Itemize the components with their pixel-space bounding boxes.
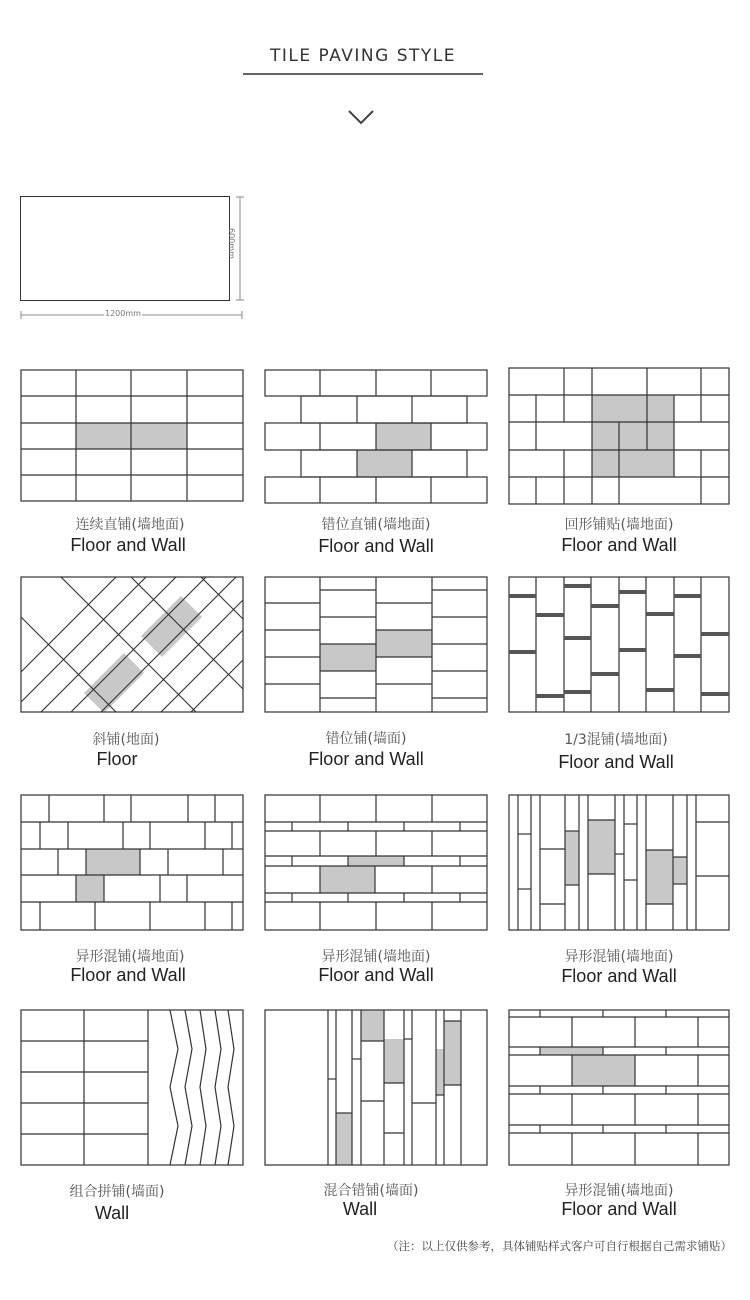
pattern-one-third-diagram	[508, 576, 730, 713]
caption-en: Floor and Wall	[70, 535, 186, 555]
pattern-offset-columns-diagram	[264, 576, 488, 713]
caption-en: Floor and Wall	[308, 749, 424, 769]
caption-cn: 错位直铺(墙地面)	[321, 517, 431, 533]
pattern-offset-straight-diagram	[264, 369, 488, 504]
pattern-mixed-stagger-diagram	[264, 1009, 488, 1166]
caption-en: Floor and Wall	[561, 966, 677, 986]
tile-sample	[20, 196, 230, 301]
caption-cn: 混合错铺(墙面)	[323, 1183, 419, 1199]
caption-en: Floor and Wall	[558, 752, 674, 772]
page-title: TILE PAVING STYLE	[270, 46, 456, 66]
caption-cn: 异形混铺(墙地面)	[564, 949, 674, 965]
pattern-irregular-c-diagram	[508, 794, 730, 931]
caption-en: Floor	[96, 749, 138, 769]
caption-en: Floor and Wall	[561, 535, 677, 555]
pattern-irregular-d-diagram	[508, 1009, 730, 1166]
footer-note: （注：以上仅供参考，具体铺贴样式客户可自行根据自己需求铺贴）	[387, 1239, 732, 1253]
caption-en: Floor and Wall	[318, 965, 434, 985]
caption-en: Wall	[94, 1203, 130, 1223]
caption-cn: 回形铺贴(墙地面)	[564, 517, 674, 533]
caption-cn: 斜铺(地面)	[92, 732, 160, 748]
caption-en: Floor and Wall	[70, 965, 186, 985]
caption-cn: 错位铺(墙面)	[325, 731, 407, 747]
pattern-irregular-b-diagram	[264, 794, 488, 931]
caption-cn: 连续直铺(墙地面)	[75, 517, 185, 533]
pattern-straight-diagram	[20, 369, 244, 502]
caption-cn: 组合拼铺(墙面)	[69, 1184, 165, 1200]
caption-en: Floor and Wall	[318, 536, 434, 556]
pattern-combination-diagram	[20, 1009, 244, 1166]
tile-width-label: 1200mm	[105, 309, 141, 318]
chevron-down-icon	[347, 108, 375, 126]
caption-cn: 1/3混铺(墙地面)	[564, 732, 668, 748]
pattern-diagonal-diagram	[20, 576, 244, 713]
title-underline	[243, 73, 483, 75]
caption-cn: 异形混铺(墙地面)	[75, 949, 185, 965]
pattern-irregular-a-diagram	[20, 794, 244, 931]
caption-en: Wall	[342, 1199, 378, 1219]
tile-height-label: 600mm	[227, 228, 236, 259]
caption-cn: 异形混铺(墙地面)	[321, 949, 431, 965]
caption-en: Floor and Wall	[561, 1199, 677, 1219]
caption-cn: 异形混铺(墙地面)	[564, 1183, 674, 1199]
pattern-basket-diagram	[508, 367, 730, 505]
